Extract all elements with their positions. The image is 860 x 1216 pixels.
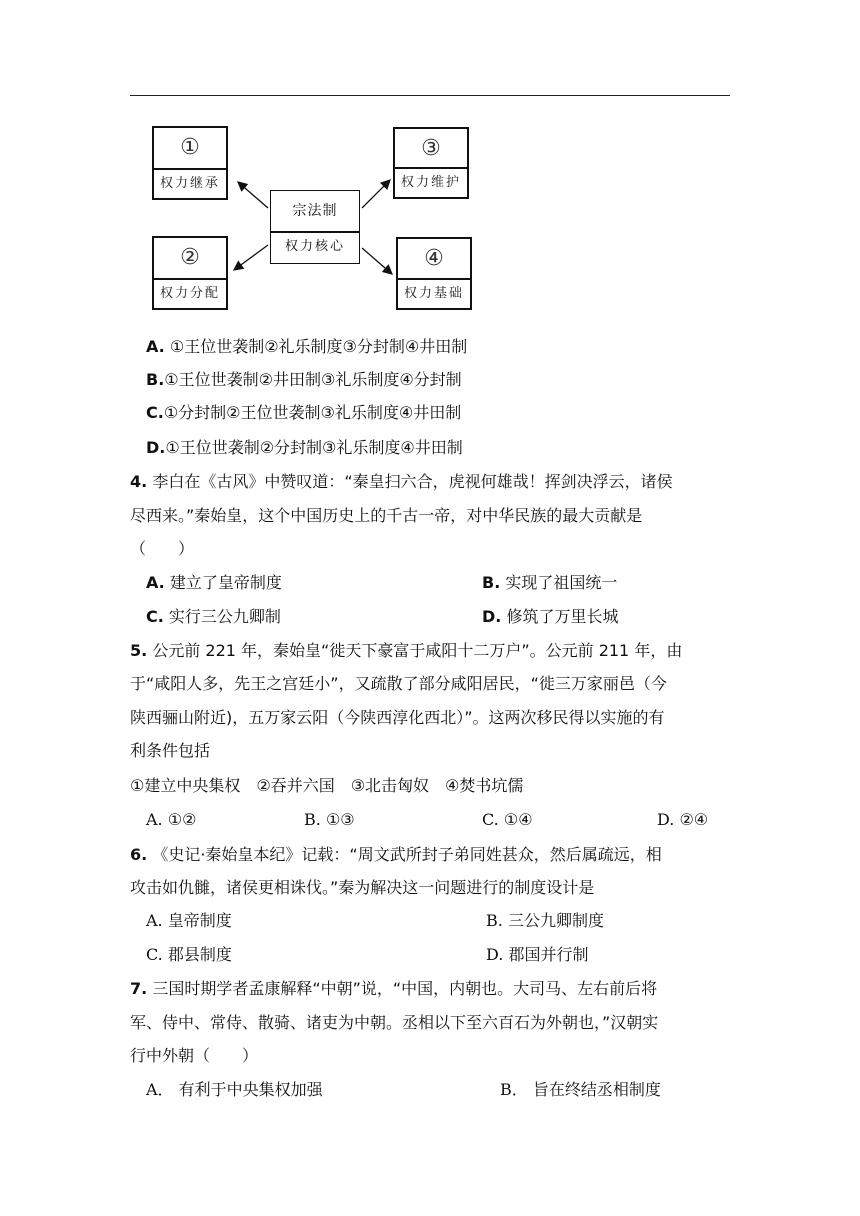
q5-line-1 [130,640,682,662]
q6-line-1 [130,844,662,866]
option-text: 实现了祖国统一 [505,573,618,592]
q6-option-b [486,910,604,932]
diagram-box-2-number: ② [180,245,200,270]
option-letter: C. [146,945,163,964]
question-number: 5. [130,641,148,660]
q7-line-1 [130,978,657,1000]
option-text: 郡县制度 [167,945,232,964]
diagram-box-2-label: 权力分配 [154,278,226,308]
option-letter: B． [500,1080,528,1099]
q6-option-a [146,910,232,932]
q7-option-b [500,1079,661,1101]
option-letter: B. [146,370,165,389]
q4-line-3: （ ） [130,539,195,558]
option-letter: C. [482,810,499,829]
q4-option-a [146,572,282,594]
option-text: 郡国并行制 [508,945,589,964]
q5-option-a [146,809,196,831]
diagram-box-1-number: ① [180,135,200,160]
question-text: 公元前 221 年，秦始皇“徙天下豪富于咸阳十二万户”。公元前 211 年，由 [152,641,683,660]
diagram-box-1-label: 权力继承 [154,168,226,198]
q7-line-2: 军、侍中、常侍、散骑、诸吏为中朝。丞相以下至六百石为外朝也，”汉朝实 [130,1013,659,1032]
option-text: ①分封制②王位世袭制③礼乐制度④井田制 [163,403,462,422]
arrow-to-box-4 [362,248,392,274]
q4-option-d [482,606,618,628]
q4-line-2: 尽西来。”秦始皇，这个中国历史上的千古一帝，对中华民族的最大贡献是 [130,506,643,525]
option-letter: B. [482,573,501,592]
diagram-box-4-number: ④ [424,246,444,271]
question-text: 《史记·秦始皇本纪》记载：“周文武所封子弟同姓甚众，然后属疏远，相 [152,845,662,864]
q5-items: ①建立中央集权 ②吞并六国 ③北击匈奴 ④焚书坑儒 [130,776,524,795]
option-text: 建立了皇帝制度 [169,573,282,592]
q5-line-2: 于“咸阳人多，先王之宫廷小”，又疏散了部分咸阳居民，“徙三万家丽邑（今 [130,674,667,693]
option-text: ②④ [679,810,709,829]
diagram-center-title: 宗法制 [292,203,338,219]
question-number: 6. [130,845,148,864]
option-letter: C. [146,403,164,422]
option-text: ①王位世袭制②分封制③礼乐制度④井田制 [165,438,463,457]
option-letter: B. [486,911,503,930]
diagram-center-subtitle: 权力核心 [271,231,359,261]
option-text: 皇帝制度 [167,911,232,930]
option-letter: A. [146,337,165,356]
diagram-box-3-number: ③ [421,136,441,161]
q7-line-3: 行中外朝（ ） [130,1046,259,1065]
header-rule [130,95,730,96]
q3-option-d [146,437,463,459]
option-letter: D. [486,945,504,964]
option-text: ①王位世袭制②井田制③礼乐制度④分封制 [164,370,462,389]
q3-option-c [146,402,461,424]
diagram-box-4-label: 权力基础 [398,278,470,308]
option-text: ①③ [325,810,355,829]
question-text: 李白在《古风》中赞叹道：“秦皇扫六合，虎视何雄哉！挥剑决浮云，诸侯 [152,472,673,491]
option-text: ①② [167,810,197,829]
arrow-to-box-2 [234,245,268,270]
q5-line-3: 陕西骊山附近)，五万家云阳（今陕西淳化西北）”。这两次移民得以实施的有 [130,708,665,727]
arrow-to-box-3 [362,180,390,208]
option-text: 有利于中央集权加强 [178,1080,323,1099]
option-text: 三公九卿制度 [507,911,604,930]
option-letter: A. [146,573,165,592]
q6-line-2: 攻击如仇雠，诸侯更相诛伐。”秦为解决这一问题进行的制度设计是 [130,878,595,897]
option-letter: D. [146,438,166,457]
q4-line-1 [130,471,673,493]
diagram-arrows [140,120,490,320]
q5-option-d [657,809,708,831]
option-text: ①④ [503,810,533,829]
question-number: 7. [130,979,148,998]
option-letter: A. [146,911,163,930]
option-letter: A． [146,1080,174,1099]
question-text: 三国时期学者孟康解释“中朝”说，“中国，内朝也。大司马、左右前后将 [152,979,658,998]
option-letter: C. [146,607,164,626]
arrow-to-box-1 [238,182,268,208]
q4-option-c [146,606,281,628]
q5-option-b [304,809,355,831]
option-letter: D. [482,607,502,626]
option-text: 实行三公九卿制 [168,607,281,626]
q7-option-a [146,1079,323,1101]
option-text: 旨在终结丞相制度 [532,1080,661,1099]
q6-option-d [486,944,588,966]
zongfa-diagram [140,120,490,320]
q5-option-c [482,809,533,831]
option-letter: D. [657,810,675,829]
q3-option-b [146,369,462,391]
option-letter: A. [146,810,163,829]
option-text: 修筑了万里长城 [506,607,619,626]
question-number: 4. [130,472,148,491]
diagram-box-3-label: 权力维护 [395,167,467,197]
q5-line-4: 利条件包括 [130,741,211,760]
option-text: ①王位世袭制②礼乐制度③分封制④井田制 [169,337,468,356]
q4-option-b [482,572,617,594]
option-letter: B. [304,810,321,829]
q3-option-a [146,336,467,358]
q6-option-c [146,944,232,966]
